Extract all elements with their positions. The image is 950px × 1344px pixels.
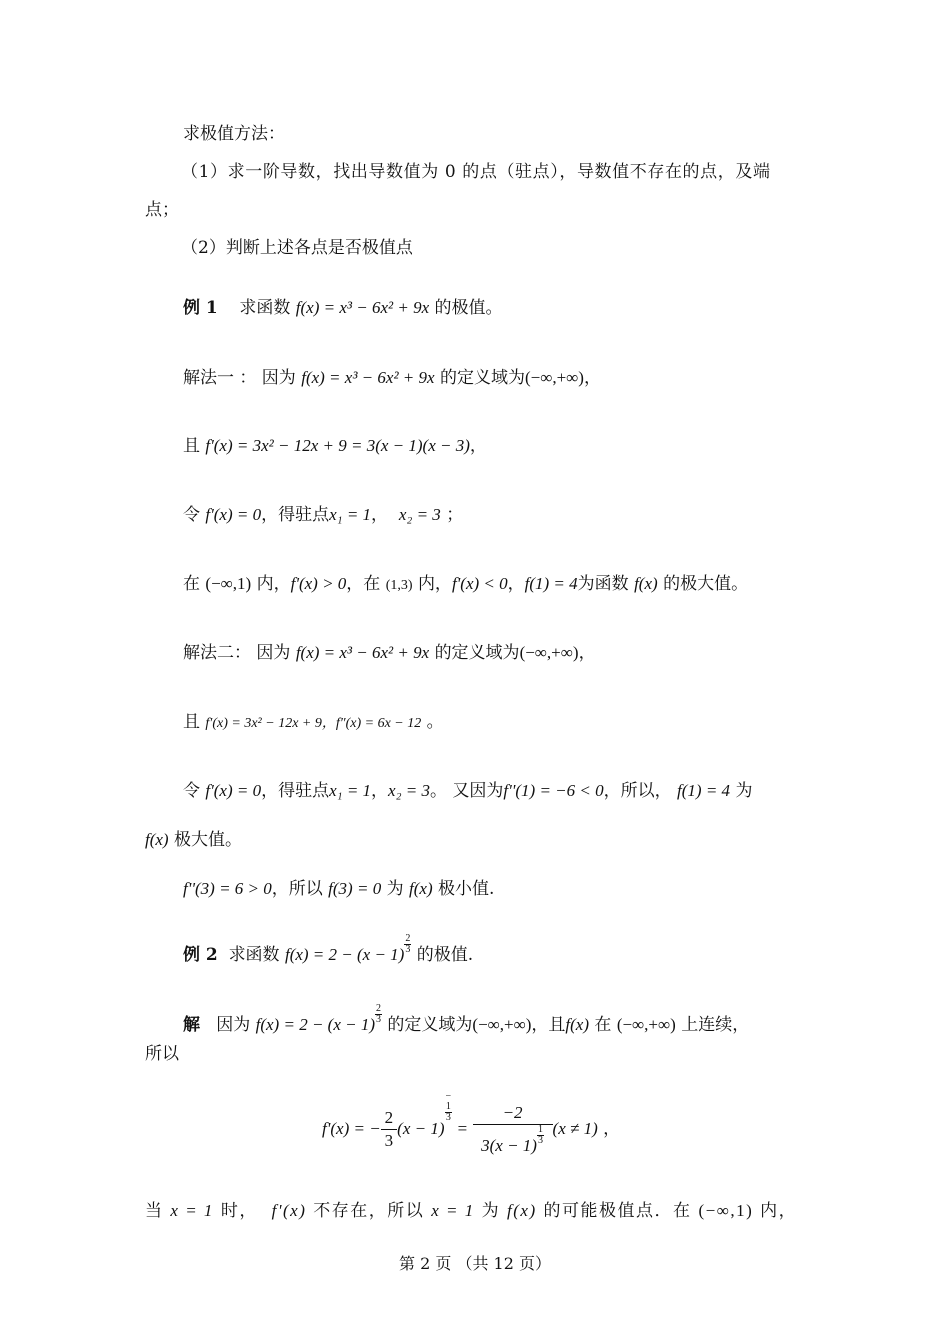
solution1-inside2: 内， — [417, 574, 452, 594]
solution1-sep: ， — [371, 505, 389, 525]
solution3-line1 — [183, 1004, 749, 1037]
solution3-x2: x = 1 — [431, 1201, 475, 1220]
solution3-not-exist: 不存在，所以 — [313, 1201, 425, 1221]
solution1-cond1: f'(x) > 0 — [290, 574, 347, 593]
solution3-line2: 所以 — [145, 1044, 179, 1064]
solution3-domain: (−∞,+∞) — [472, 1015, 532, 1034]
solution3-line3 — [145, 1199, 797, 1223]
solution1-comma: ， — [583, 368, 601, 388]
page-footer: 第 2 页 （共 12 页） — [399, 1254, 551, 1273]
solution2-line1 — [183, 641, 596, 665]
solution1-fx: f(x) — [634, 574, 658, 593]
example1-function: f(x) = x³ − 6x² + 9x — [295, 298, 430, 317]
solution2-and: 且 — [183, 712, 200, 732]
example2-text: 求函数 — [228, 945, 280, 965]
solution3-when: 当 — [145, 1201, 164, 1221]
solution1-in: 在 — [183, 574, 200, 594]
solution2-second-deriv-1: f''(1) = −6 < 0 — [503, 781, 604, 800]
solution2-stationary-label: ，得驻点 — [261, 781, 330, 801]
example1-label: 例 1 — [183, 298, 218, 318]
solution2-so: ，所以， — [603, 781, 672, 801]
solution1-inside1: 内， — [256, 574, 291, 594]
solution1-let: 令 — [183, 505, 200, 525]
solution1-line3 — [183, 503, 463, 527]
example2-statement — [183, 934, 473, 967]
solution3-and: ，且 — [531, 1015, 566, 1035]
solution3-label: 解 — [183, 1015, 200, 1035]
solution2-is: 为 — [735, 781, 753, 801]
deriv-lhs: f'(x) = − — [322, 1119, 381, 1138]
solution2-max-label: 极大值。 — [174, 830, 242, 850]
deriv-equals: = — [457, 1119, 468, 1138]
solution1-sep2: ， — [507, 574, 525, 594]
deriv-end: ， — [603, 1119, 621, 1139]
solution2-sep: ， — [371, 781, 389, 801]
solution2-x2: x₂ = 3 — [388, 781, 430, 800]
solution2-so2: ，所以 — [271, 879, 323, 899]
solution1-domain: (−∞,+∞) — [524, 368, 584, 387]
solution2-x1: x₁ = 1 — [329, 781, 372, 800]
solution1-in2: ，在 — [346, 574, 381, 594]
solution1-line4 — [183, 572, 748, 598]
method-step1-line2: 点； — [145, 200, 179, 220]
solution3-time: 时， — [220, 1201, 258, 1221]
solution2-min-value: f(3) = 0 — [328, 879, 382, 898]
solution2-second-deriv-3: f''(3) = 6 > 0 — [183, 879, 272, 898]
solution2-period: 。 — [426, 712, 444, 732]
example1-suffix: 的极值。 — [434, 298, 503, 318]
solution2-because: 。 又因为 — [429, 781, 504, 801]
solution1-zero-eq: f'(x) = 0 — [205, 505, 262, 524]
example1-text: 求函数 — [239, 298, 291, 318]
solution2-let: 令 — [183, 781, 200, 801]
solution3-on: 在 — [594, 1015, 612, 1035]
solution2-line3 — [183, 779, 752, 803]
deriv-main-frac: −2 3(x − 1) $\frac{1}{3}$ — [473, 1102, 553, 1157]
deriv-condition: (x ≠ 1) — [552, 1119, 598, 1138]
method-step1-line1: （1）求一阶导数，找出导数值为 0 的点（驻点），导数值不存在的点，及端 — [181, 162, 771, 182]
solution2-function: f(x) = x³ − 6x² + 9x — [295, 643, 430, 662]
solution3-domain-label: 的定义域为 — [387, 1015, 473, 1035]
solution1-interval2: (1,3) — [385, 578, 413, 593]
solution1-max-label: 的极大值。 — [663, 574, 749, 594]
solution2-min-label: 极小值. — [438, 879, 495, 899]
solution3-function: f(x) = 2 − (x − 1) — [255, 1015, 375, 1034]
solution3-continuous: 上连续， — [681, 1015, 750, 1035]
solution1-semicolon: ； — [446, 505, 464, 525]
solution3-exponent: $\frac{2}{3}$ — [376, 1003, 381, 1025]
solution2-intro: 解法二： 因为 — [183, 643, 291, 663]
deriv-exponent: − 1 3 — [445, 1091, 452, 1123]
solution1-intro: 解法一 ： 因为 — [183, 368, 296, 388]
solution2-comma: ， — [578, 643, 596, 663]
example2-suffix: 的极值. — [416, 945, 474, 965]
solution1-line1 — [183, 366, 601, 390]
method-step2: （2）判断上述各点是否极值点 — [181, 238, 413, 258]
solution2-max-value: f(1) = 4 — [677, 781, 731, 800]
deriv-coef-frac: $\frac{2}{3}$ — [381, 1107, 398, 1152]
example1-statement — [183, 296, 503, 320]
solution1-function: f(x) = x³ − 6x² + 9x — [301, 368, 435, 387]
solution2-derivatives: f′(x) = 3x² − 12x + 9，f″(x) = 6x − 12 — [205, 716, 422, 731]
solution1-comma2: ， — [469, 436, 487, 456]
solution2-zero-eq: f'(x) = 0 — [205, 781, 262, 800]
solution3-fprime: f'(x) — [271, 1201, 307, 1220]
solution2-line5 — [183, 877, 494, 901]
solution1-x2: x₂ = 3 — [398, 505, 441, 524]
method-title: 求极值方法： — [183, 124, 285, 144]
solution1-interval1: (−∞,1) — [205, 574, 252, 593]
solution2-domain: (−∞,+∞) — [519, 643, 579, 662]
solution2-line2 — [183, 710, 444, 736]
solution3-because: 因为 — [216, 1015, 251, 1035]
solution2-domain-label: 的定义域为 — [434, 643, 520, 663]
solution1-line2 — [183, 434, 487, 458]
solution1-derivative: f'(x) = 3x² − 12x + 9 = 3(x − 1)(x − 3) — [205, 436, 470, 455]
solution3-derivative-display — [322, 1092, 620, 1157]
solution1-as-func: 为函数 — [577, 574, 629, 594]
solution3-x: x = 1 — [170, 1201, 214, 1220]
solution2-is2: 为 — [386, 879, 404, 899]
solution1-cond2: f'(x) < 0 — [451, 574, 508, 593]
example2-exponent: $\frac{2}{3}$ — [405, 933, 411, 955]
solution1-and: 且 — [183, 436, 200, 456]
solution3-interval: (−∞,1) — [698, 1201, 754, 1220]
solution3-fx: f(x) — [565, 1015, 589, 1034]
solution1-max-value: f(1) = 4 — [524, 574, 578, 593]
solution2-line4 — [145, 828, 242, 852]
solution3-fx2: f(x) — [507, 1201, 537, 1220]
solution1-x1: x₁ = 1 — [329, 505, 372, 524]
solution3-is: 为 — [481, 1201, 501, 1221]
solution2-fx2: f(x) — [409, 879, 433, 898]
deriv-base: (x − 1) — [397, 1119, 445, 1138]
example2-function: f(x) = 2 − (x − 1) — [284, 945, 405, 964]
solution1-stationary-label: ，得驻点 — [261, 505, 330, 525]
example2-label: 例 2 — [183, 945, 218, 965]
solution3-inside: 内， — [760, 1201, 798, 1221]
solution1-domain-label: 的定义域为 — [439, 368, 525, 388]
solution3-possible: 的可能极值点．在 — [543, 1201, 692, 1221]
solution2-fx: f(x) — [145, 830, 169, 849]
solution3-domain2: (−∞,+∞) — [616, 1015, 676, 1034]
